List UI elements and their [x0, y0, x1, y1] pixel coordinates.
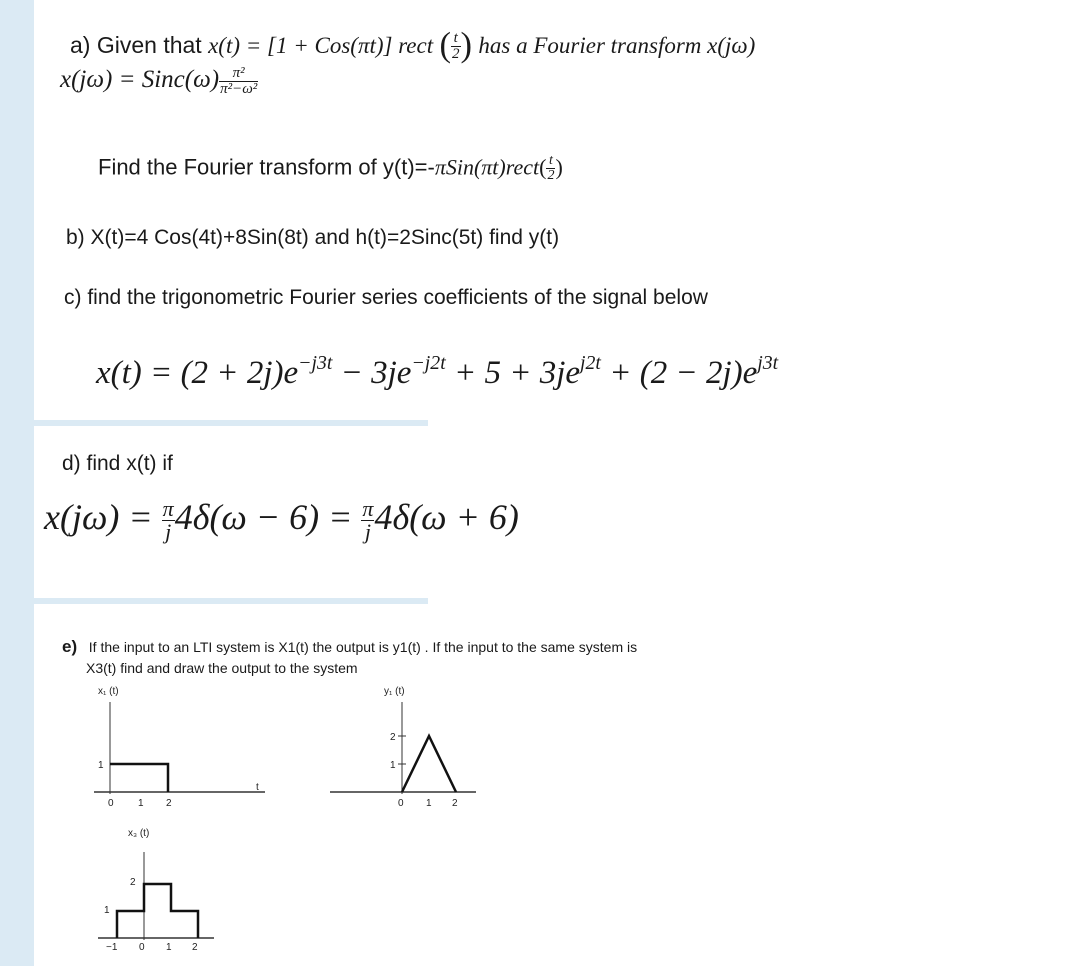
graph-x1-axis-label: t	[256, 782, 259, 793]
section-divider-1	[34, 420, 428, 426]
graph-x3-xtick-0: 0	[139, 942, 145, 953]
graph-x3-xtick-m1: −1	[106, 942, 118, 953]
graph-x1-title: x₁ (t)	[98, 686, 119, 697]
graph-x3-xtick-2: 2	[192, 942, 198, 953]
graph-x1-xtick-2: 2	[166, 798, 172, 809]
graph-x3-title: x₃ (t)	[128, 828, 150, 839]
part-e-line-2: X3(t) find and draw the output to the system	[86, 660, 358, 676]
graph-y1-xtick-1: 1	[426, 798, 432, 809]
graph-x1-xtick-0: 0	[108, 798, 114, 809]
graph-x3-ytick-1: 1	[104, 905, 110, 916]
part-a-rect-arg: $\frac{t}{2}$	[452, 30, 460, 63]
part-b-statement: b) X(t)=4 Cos(4t)+8Sin(8t) and h(t)=2Sinc(5t) find y(t)	[66, 226, 560, 249]
graph-x1-signal	[110, 764, 168, 792]
part-a-statement: a) Given that x(t) = [1 + Cos(πt)] rect ( $\frac{t}{2}$ ) has a Fourier transform x(jω)	[70, 26, 756, 64]
graph-y1-title: y₁ (t)	[384, 686, 405, 697]
part-a-signal: x(t) = [1 + Cos(πt)] rect	[208, 33, 434, 58]
graph-x3-signal	[117, 884, 198, 938]
pi-over-j-1: $\frac{\pi}{j}$	[162, 496, 174, 545]
part-a-label: a) Given that	[70, 32, 202, 58]
graph-y1-ytick-2: 2	[390, 732, 396, 743]
graph-x1	[80, 684, 280, 814]
graph-y1-xtick-0: 0	[398, 798, 404, 809]
part-d-equation: x(jω) = $\frac{\pi}{j}$ 4δ(ω − 6) = $\frac{\pi}{j}$ 4δ(ω + 6)	[44, 496, 519, 545]
left-accent-bar	[0, 0, 34, 966]
section-divider-2	[34, 598, 428, 604]
graph-y1	[326, 684, 496, 814]
graph-x3	[84, 826, 224, 956]
part-a-tail: has a Fourier transform x(jω)	[478, 33, 756, 58]
part-c-statement: c) find the trigonometric Fourier series coefficients of the signal below	[64, 286, 708, 309]
graph-x3-ytick-2: 2	[130, 877, 136, 888]
part-a-transform: x(jω) = Sinc(ω) $\frac{\text{π²}}{\text{π²−ω²}}$	[60, 65, 258, 97]
part-a-fraction: $\frac{\text{π²}}{\text{π²−ω²}}$	[220, 65, 258, 97]
graph-x3-xtick-1: 1	[166, 942, 172, 953]
part-c-equation: $x(t) = (2 + 2j)e^{-j3t} - 3je^{-j2t} + 5 + 3je^{j2t} + (2 - 2j)e^{j3t}$	[96, 352, 779, 391]
part-a-question: Find the Fourier transform of y(t)=-πSin(πt)rect( $\frac{t}{2}$ )	[98, 153, 563, 183]
part-e-line-1: e) If the input to an LTI system is X1(t) the output is y1(t) . If the input to the same system is	[62, 637, 638, 656]
graph-y1-xtick-2: 2	[452, 798, 458, 809]
graph-x1-ytick: 1	[98, 760, 104, 771]
graph-y1-signal	[402, 736, 456, 792]
graph-y1-ytick-1: 1	[390, 760, 396, 771]
pi-over-j-2: $\frac{\pi}{j}$	[362, 496, 374, 545]
graph-x1-xtick-1: 1	[138, 798, 144, 809]
part-d-statement: d) find x(t) if	[62, 452, 173, 475]
